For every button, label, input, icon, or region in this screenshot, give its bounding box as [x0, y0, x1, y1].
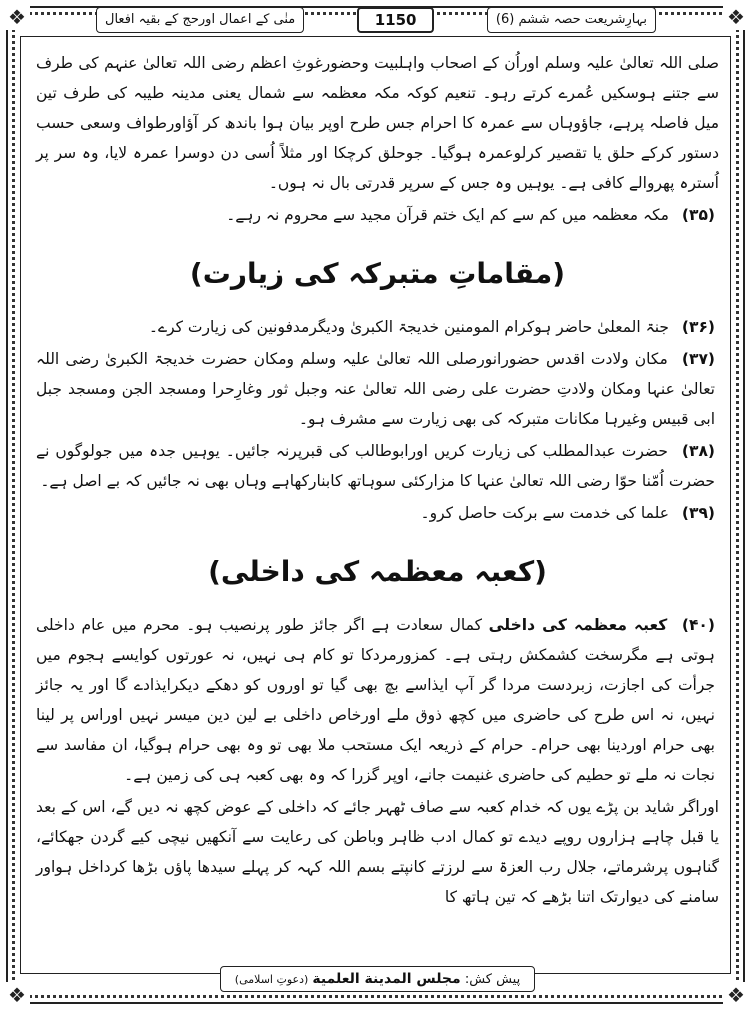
item-number: (۳۸) [681, 442, 715, 460]
item-text: کمال سعادت ہے اگر جائز طور پرنصیب ہو۔ محرم میں عام داخلی ہوتی ہے مگرسخت کشمکش رہتی ہے۔ کمزورمردکا تو کام ہی نہیں، نہ عورتوں کوایسے ہجوم میں جرأت کی اجازت، زبردست مردا گر آپ ایذاسے بچ بھی گیا تو اوروں کو دھکے دیکرایذادے گا اور یہ جائز نہیں، نہ اس طرح کی حاضری میں کچھ ذوق ملے اورخاص داخلی بے لین دین میسر نہیں اوراس پر لینا بھی حرام اوردینا بھی حرام۔ حرام کے ذریعہ ایک مستحب ملا بھی تو وہ بھی حرام ہوگیا، ان مفاسد سے نجات نہ ملے تو حطیم کی حاضری غنیمت جانے، اوپر گزرا کہ وہ بھی کعبہ ہی کی زمین ہے۔ [36, 616, 715, 784]
corner-ornament-icon: ❖ [4, 4, 30, 30]
item-lead: کعبہ معظمہ کی داخلی [488, 616, 668, 634]
item-number: (۴۰) [681, 616, 715, 634]
item-37 [36, 344, 719, 434]
footer-note: (دعوتِ اسلامی) [234, 973, 309, 986]
footer-label: پیش کش: [464, 972, 521, 987]
footer-org: مجلس المدینة العلمیة [312, 971, 461, 987]
item-36 [36, 312, 719, 342]
item-number: (۳۶) [681, 318, 715, 336]
item-text: جنۃ المعلیٰ حاضر ہوکرام المومنین خدیجۃ الکبریٰ ودیگرمدفونین کی زیارت کرے۔ [148, 318, 669, 336]
page-header [96, 6, 656, 34]
item-number: (۳۷) [681, 350, 715, 368]
item-35 [36, 200, 719, 230]
item-text: حضرت عبدالمطلب کی زیارت کریں اورابوطالب کی قبرپرنہ جائیں۔ یوہیں جدہ میں جولوگوں نے حضرت اُمّنا حوّا رضی اللہ تعالیٰ عنہا کا مزارکئی سوہاتھ کابنارکھاہے وہاں بھی نہ جائیں کہ بے اصل ہے۔ [36, 442, 715, 490]
item-text: مکان ولادت اقدس حضورانورصلی اللہ تعالیٰ علیہ وسلم ومکان حضرت خدیجۃ الکبریٰ رضی اللہ تعالیٰ عنہا ومکان ولادتِ حضرت علی رضی اللہ تعالیٰ عنہ وجبل ثور وغارِحرا ومسجد الجن ومسجد جبل ابی قبیس وغیرہا مکانات متبرکہ کی بھی زیارت سے مشرف ہو۔ [36, 350, 715, 428]
corner-ornament-icon: ❖ [723, 982, 749, 1008]
item-39 [36, 498, 719, 528]
chapter-title: منٰی کے اعمال اورحج کے بقیہ افعال [96, 7, 304, 33]
book-title: بہارِشریعت حصہ ششم (6) [487, 7, 656, 33]
corner-ornament-icon: ❖ [4, 982, 30, 1008]
page-footer [220, 966, 535, 992]
corner-ornament-icon: ❖ [723, 4, 749, 30]
section-heading: (کعبہ معظمہ کی داخلی) [208, 555, 547, 588]
item-number: (۳۹) [681, 504, 715, 522]
item-38 [36, 436, 719, 496]
page-number: 1150 [357, 7, 435, 33]
intro-paragraph: صلی اللہ تعالیٰ علیہ وسلم اوراُن کے اصحاب واہلبیت وحضورغوثِ اعظم رضی اللہ تعالیٰ عنہم کی طرف سے جتنے ہوسکیں عُمرے کرتے رہو۔ تنعیم کوکہ مکہ معظمہ سے شمال یعنی مدینہ طیبہ کی طرف تین میل فاصلہ پرہے، جاؤوہاں سے عمرہ کا احرام جس طرح اوپر بیان ہوا باندھ کر آؤاورطواف وسعی حسب دستور کرکے حلق یا تقصیر کرلوعمرہ ہوگیا۔ جوحلق کرچکا اور مثلاً اُسی دن دوسرا عمرہ لایا، وہ سر پر اُسترہ پھروالے کافی ہے۔ یوہیں وہ جس کے سرپر قدرتی بال نہ ہوں۔ [36, 54, 719, 192]
section-heading: (مقاماتِ متبرکہ کی زیارت) [189, 257, 566, 290]
closing-paragraph: اوراگر شاید بن پڑے یوں کہ خدام کعبہ سے صاف ٹھہر جائے کہ داخلی کے عوض کچھ نہ دیں گے، اس کے بعد یا قبل چاہے ہزاروں روپے دیدے تو کمال ادب ظاہر وباطن کی رعایت سے آنکھیں نیچی کیے گردن جھکائے، گناہوں پرشرماتے، جلال رب العزۃ سے لرزتے کانپتے بسم اللہ کہہ کر پہلے سیدھا پاؤں بڑھا کرداخل ہواور سامنے کی دیوارتک اتنا بڑھے کہ تین ہاتھ کا [36, 798, 719, 906]
item-40 [36, 610, 719, 790]
item-number: (۳۵) [681, 206, 715, 224]
item-text: مکہ معظمہ میں کم سے کم ایک ختم قرآن مجید سے محروم نہ رہے۔ [226, 206, 669, 224]
item-text: علما کی خدمت سے برکت حاصل کرو۔ [420, 504, 669, 522]
page-content [36, 48, 719, 968]
